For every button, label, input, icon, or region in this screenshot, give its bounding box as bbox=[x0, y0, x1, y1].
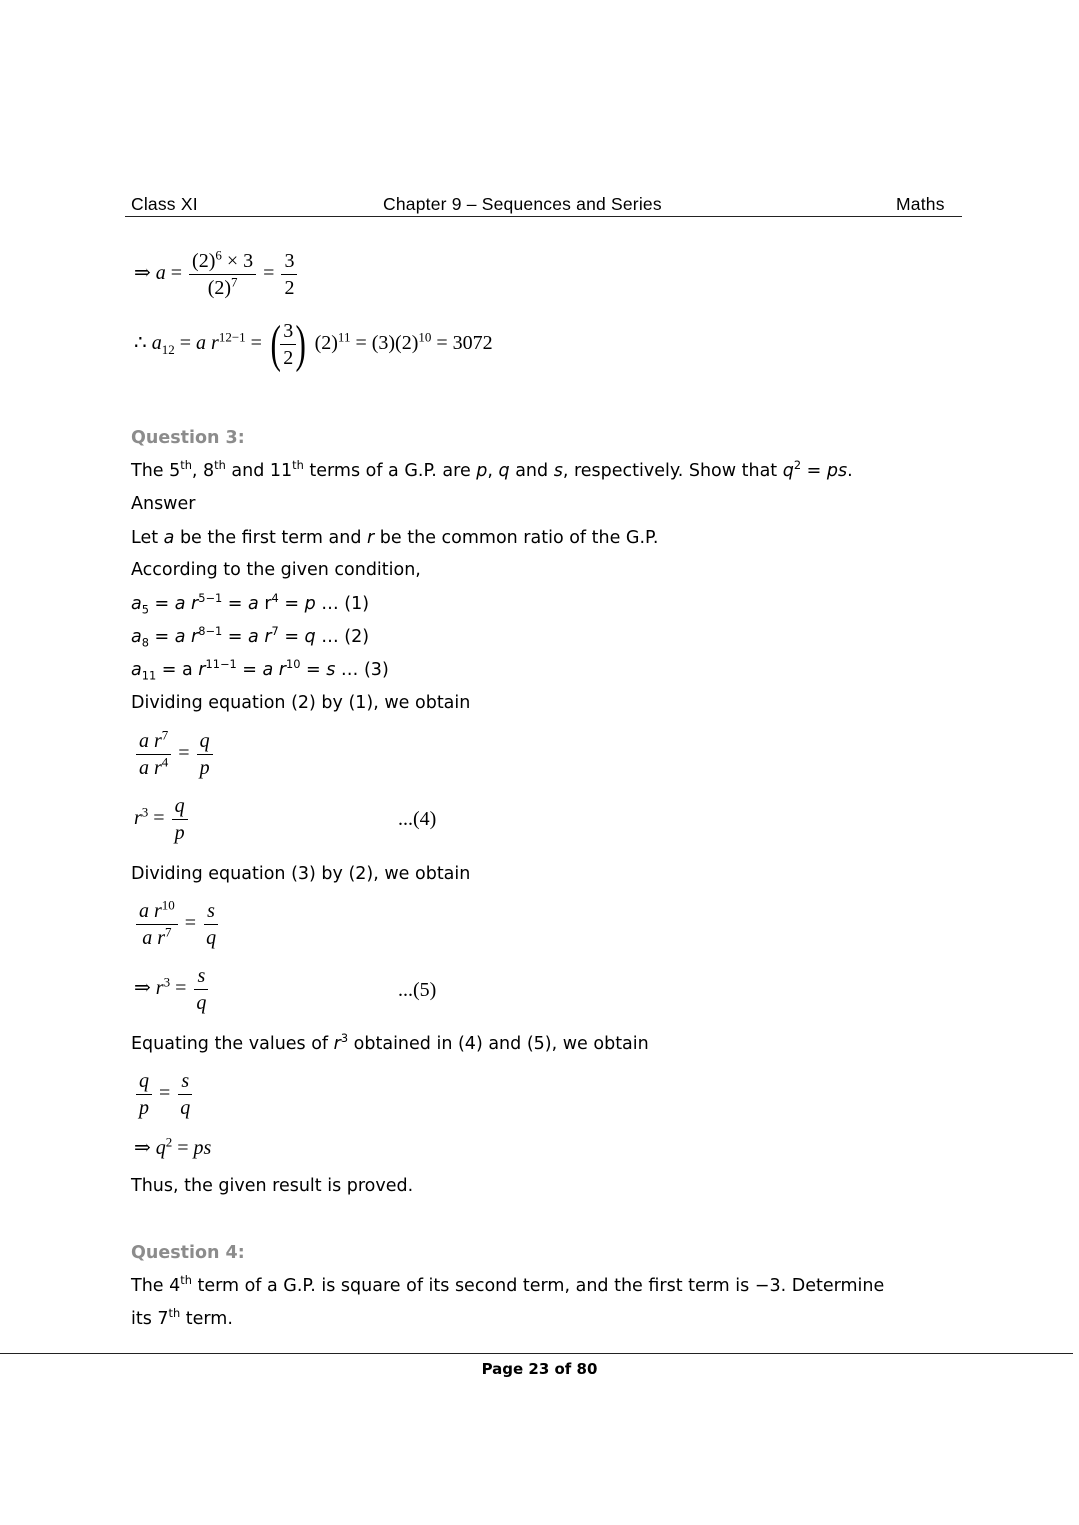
question-4-line-2: its 7th term. bbox=[131, 1306, 233, 1329]
page-number: Page 23 of 80 bbox=[481, 1360, 598, 1378]
answer-conclusion: Thus, the given result is proved. bbox=[131, 1176, 414, 1196]
answer-line-equating: Equating the values of $r^3$ obtained in (4) and (5), we obtain bbox=[131, 1031, 649, 1054]
question-4-heading: Question 4: bbox=[131, 1243, 245, 1263]
equation-final: ⇒ $q^2$ = ps bbox=[134, 1134, 212, 1159]
equation-equate: $\frac{q}{p}$ = $\frac{s}{q}$ bbox=[134, 1068, 195, 1121]
question-3-heading: Question 3: bbox=[131, 428, 245, 448]
equation-divide-2: $\frac{a r^{10}}{a r^7}$ = $\frac{s}{q}$ bbox=[134, 898, 221, 951]
equation-a12: ∴ $a_{12} = a$ $r^{12-1}$ = ( $\frac{3}{2}$ ) $(2)^{11} = (3)(2)^{10} = 3072$ bbox=[134, 315, 493, 373]
equation-3: $a_{11} = a$ $r^{11-1} = a$ $r^{10} = s$ … (3) bbox=[131, 657, 389, 683]
header-class: Class XI bbox=[131, 194, 198, 214]
footer-divider bbox=[0, 1353, 1073, 1354]
header-divider bbox=[125, 216, 962, 217]
answer-line-divide-2: Dividing equation (3) by (2), we obtain bbox=[131, 864, 471, 884]
equation-2: $a_8 = a$ $r^{8-1} = a$ $r^7 = q$ … (2) bbox=[131, 624, 370, 650]
equation-5-label: ...(5) bbox=[398, 979, 437, 1001]
equation-1: $a_5 = a$ $r^{5-1} = a$ $r^4 = p$ … (1) bbox=[131, 591, 370, 617]
question-4-line-1: The 4th term of a G.P. is square of its second term, and the first term is −3. Determine bbox=[131, 1273, 885, 1296]
equation-divide-1: $\frac{a r^7}{a r^4}$ = $\frac{q}{p}$ bbox=[134, 728, 215, 781]
question-3-text: The 5th, 8th and 11th terms of a G.P. are p, q and s, respectively. Show that $q^2$ = ps. bbox=[131, 458, 853, 481]
equation-4: $r^3$ = $\frac{q}{p}$ bbox=[134, 793, 190, 846]
header-chapter-title: Chapter 9 – Sequences and Series bbox=[383, 194, 662, 214]
answer-line-1: Let a be the first term and r be the common ratio of the G.P. bbox=[131, 528, 659, 548]
equation-4-label: ...(4) bbox=[398, 808, 437, 830]
answer-label: Answer bbox=[131, 494, 196, 514]
answer-line-divide-1: Dividing equation (2) by (1), we obtain bbox=[131, 693, 471, 713]
equation-5: ⇒ $r^3$ = $\frac{s}{q}$ bbox=[134, 965, 207, 1014]
answer-line-2: According to the given condition, bbox=[131, 560, 421, 580]
equation-a-value: ⇒ a = $\frac{(2)^6 \times 3}{(2)^7}$ = $\frac{3}{2}$ bbox=[134, 248, 299, 301]
header-subject: Maths bbox=[896, 194, 945, 214]
